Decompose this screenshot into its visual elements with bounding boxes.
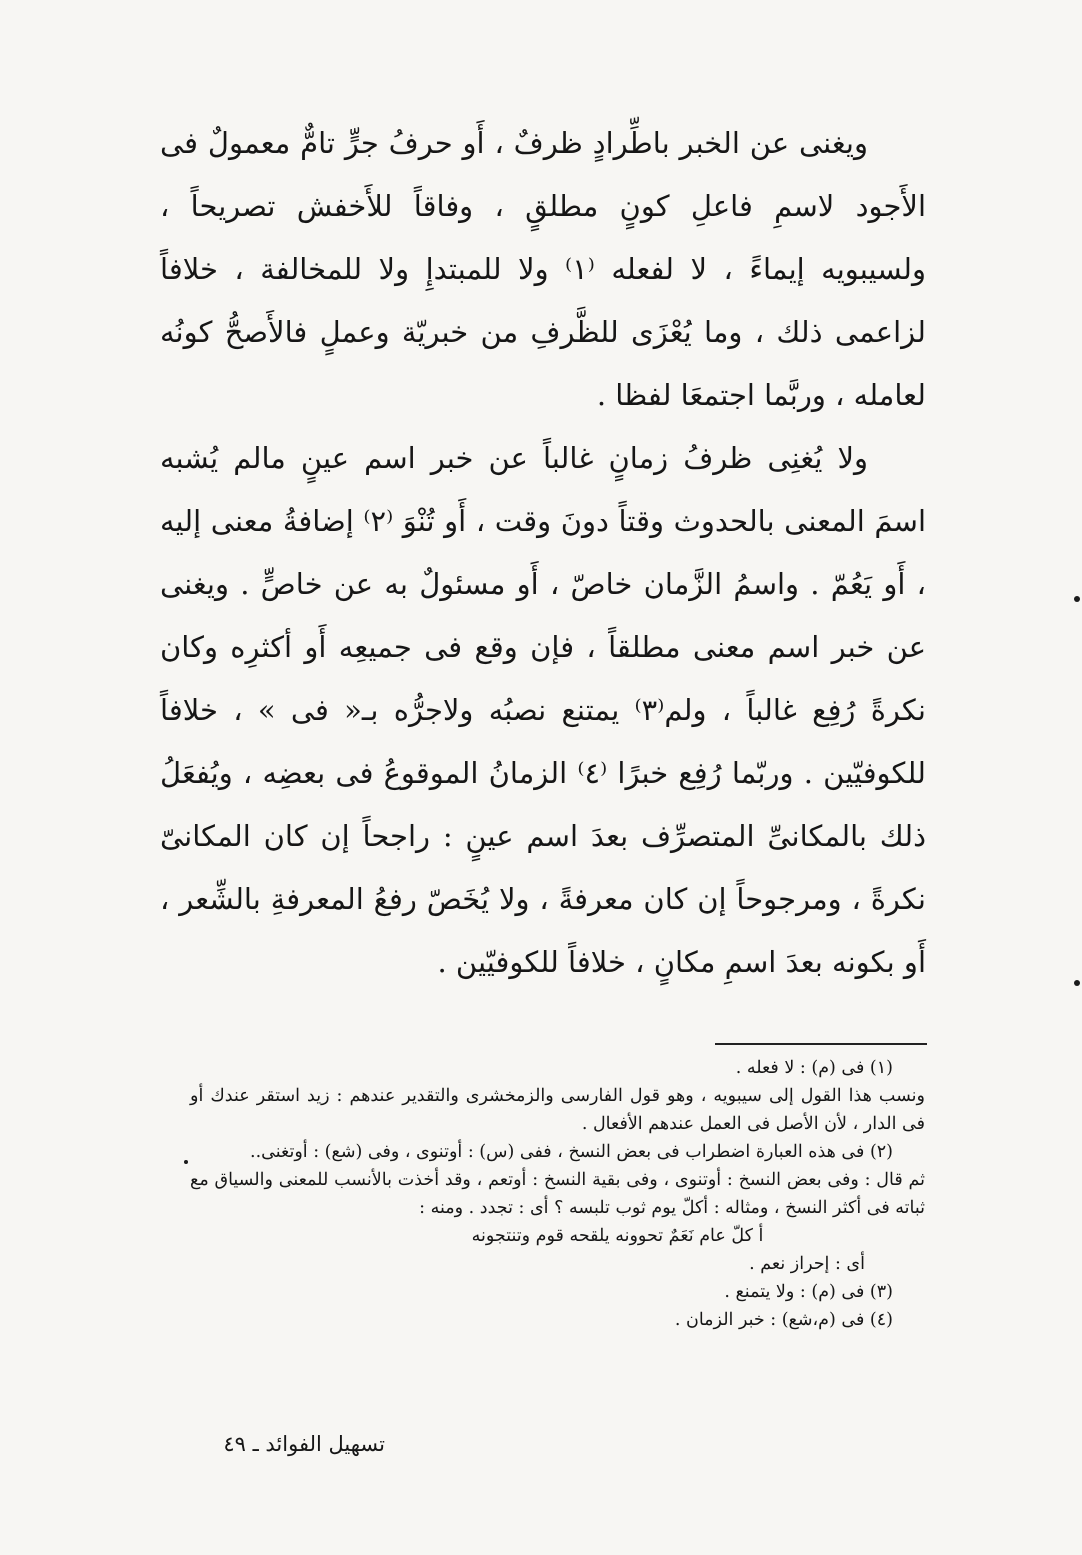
paragraph-2: ولا يُغنِى ظرفُ زمانٍ غالباً عن خبر اسم عينٍ مالم يُشبه اسمَ المعنى بالحدوث وقتاً دونَ وقت ، أَو تُنْوَ ⁽٢⁾ إضافةُ معنى إليه ، أَو يَعُمّ . واسمُ الزَّمان خاصّ ، أَو مسئولٌ به عن خاصٍّ . ويغنى عن خبر اسم معنى مطلقاً ، فإن وقع فى جميعِه أَو أكثرِه وكان نكرةً رُفِع غالباً ، ولم⁽٣⁾ يمتنع نصبُه ولاجرُّه بـ« فى » ، خلافاً للكوفيّين . وربّما رُفِع خبرًا ⁽٤⁾ الزمانُ الموقوعُ فى بعضِه ، ويُفعَلُ ذلك بالمكانىِّ المتصرِّف بعدَ اسم عينٍ : راجحاً إن كان المكانىّ نكرةً ، ومرجوحاً إن كان معرفةً ، ولا يُخَصّ رفعُ المعرفةِ بالشِّعر ، أَو بكونه بعدَ اسمِ مكانٍ ، خلافاً للكوفيّين . (160, 441, 927, 979)
footnote-4: (٤) فى (م،شع) : خبر الزمان . (674, 1310, 893, 1330)
footnote-1-title: (١) فى (م) : لا فعله . (735, 1058, 893, 1078)
footnote-2-body: ثم قال : وفى بعض النسخ : أوتنوى ، وفى بقية النسخ : أوتعم ، وقد أخذت بالأنسب للمعنى والسياق مع ثباته فى أكثر النسخ ، ومثاله : أكلّ يوم ثوب تلبسه ؟ أى : تجدد . ومنه : (190, 1170, 925, 1218)
footnote-2-verse: أ كلّ عام نَعَمٌ تحوونه يلقحه قوم وتنتجونه (471, 1226, 764, 1246)
footnote-1-body: ونسب هذا القول إلى سيبويه ، وهو قول الفارسى والزمخشرى والتقدير عندهم : زيد استقر عندك أو فى الدار ، لأن الأصل فى العمل عندهم الأفعال . (190, 1086, 925, 1134)
paragraph-1: ويغنى عن الخبر باطِّرادٍ ظرفٌ ، أَو حرفُ جرٍّ تامٌّ معمولٌ فى الأَجود لاسمِ فاعلِ كونٍ مطلقٍ ، وفاقاً للأَخفش تصريحاً ، ولسيبويه إيماءً ، لا لفعله ⁽١⁾ ولا للمبتدإِ ولا للمخالفة ، خلافاً لزاعمى ذلك ، وما يُعْزَى للظَّرفِ من خبريّة وعملٍ فالأَصحُّ كونُه لعامله ، وربَّما اجتمعَا لفظا . (160, 126, 926, 412)
footnote-2-gloss: أى : إحراز نعم . (749, 1254, 865, 1274)
footnotes-section (190, 1054, 925, 1334)
margin-mark (1074, 596, 1080, 602)
main-text-body (160, 112, 926, 994)
footnote-separator (715, 1043, 927, 1045)
footnote-2-title: (٢) فى هذه العبارة اضطراب فى بعض النسخ ، ففى (س) : أوتنوى ، وفى (شع) : أوتغنى.. (250, 1142, 893, 1162)
running-footer: تسهيل الفوائد ـ ٤٩ (223, 1432, 385, 1456)
margin-mark (1074, 980, 1080, 986)
margin-mark (184, 1160, 188, 1164)
footnote-3: (٣) فى (م) : ولا يتمنع . (724, 1282, 893, 1302)
